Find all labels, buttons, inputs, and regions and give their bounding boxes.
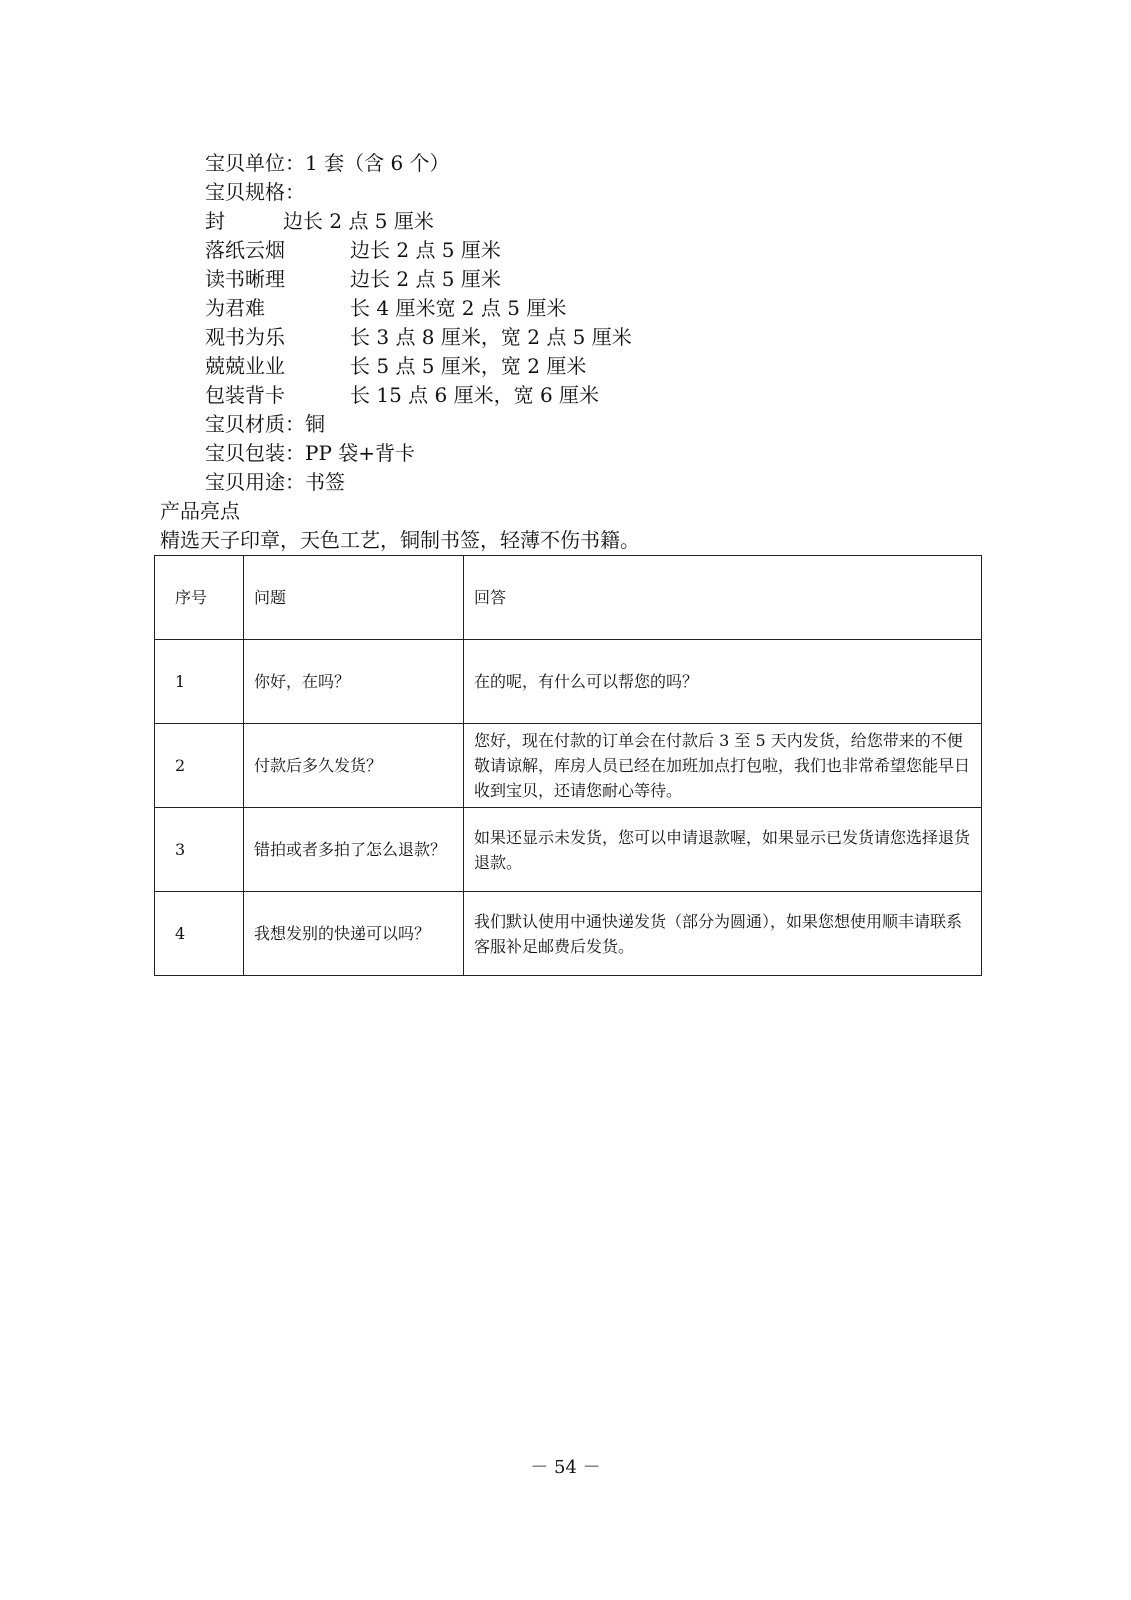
row-number: 3 (155, 808, 244, 892)
header-cell: 问题 (244, 556, 464, 640)
answer-cell: 您好，现在付款的订单会在付款后 3 至 5 天内发货，给您带来的不便敬请谅解，库房人员已经在加班加点打包啦，我们也非常希望您能早日收到宝贝，还请您耐心等待。 (464, 724, 982, 808)
answer-cell: 我们默认使用中通快递发货（部分为圆通），如果您想使用顺丰请联系客服补足邮费后发货。 (464, 892, 982, 976)
table-row (155, 724, 982, 808)
spec-title: 宝贝规格： (205, 180, 305, 204)
spec-item: 读书晰理 边长 2 点 5 厘米 (205, 267, 501, 291)
header-cell: 序号 (155, 556, 244, 640)
spec-material: 宝贝材质：铜 (205, 412, 325, 436)
highlights-title: 产品亮点 (160, 499, 240, 523)
question-cell: 错拍或者多拍了怎么退款？ (244, 808, 464, 892)
answer-cell: 在的呢，有什么可以帮您的吗？ (464, 640, 982, 724)
page-number: － 54 － (530, 1457, 601, 1478)
spec-item: 为君难 长 4 厘米宽 2 点 5 厘米 (205, 296, 567, 320)
question-cell: 付款后多久发货？ (244, 724, 464, 808)
highlights-text: 精选天子印章，天色工艺，铜制书签，轻薄不伤书籍。 (160, 528, 640, 552)
table-header-row (155, 556, 982, 640)
spec-usage: 宝贝用途：书签 (205, 470, 345, 494)
answer-cell: 如果还显示未发货，您可以申请退款喔，如果显示已发货请您选择退货退款。 (464, 808, 982, 892)
faq-table (154, 555, 982, 976)
spec-item: 封 边长 2 点 5 厘米 (205, 209, 434, 233)
question-cell: 我想发别的快递可以吗？ (244, 892, 464, 976)
row-number: 2 (155, 724, 244, 808)
table-row (155, 892, 982, 976)
header-cell: 回答 (464, 556, 982, 640)
row-number: 1 (155, 640, 244, 724)
spec-unit: 宝贝单位：1 套（含 6 个） (205, 151, 450, 175)
spec-packaging: 宝贝包装：PP 袋+背卡 (205, 441, 416, 465)
table-row (155, 640, 982, 724)
question-cell: 你好，在吗？ (244, 640, 464, 724)
row-number: 4 (155, 892, 244, 976)
table-row (155, 808, 982, 892)
spec-item: 落纸云烟 边长 2 点 5 厘米 (205, 238, 501, 262)
spec-item: 兢兢业业 长 5 点 5 厘米，宽 2 厘米 (205, 354, 587, 378)
spec-item: 包装背卡 长 15 点 6 厘米，宽 6 厘米 (205, 383, 600, 407)
spec-item: 观书为乐 长 3 点 8 厘米，宽 2 点 5 厘米 (205, 325, 632, 349)
